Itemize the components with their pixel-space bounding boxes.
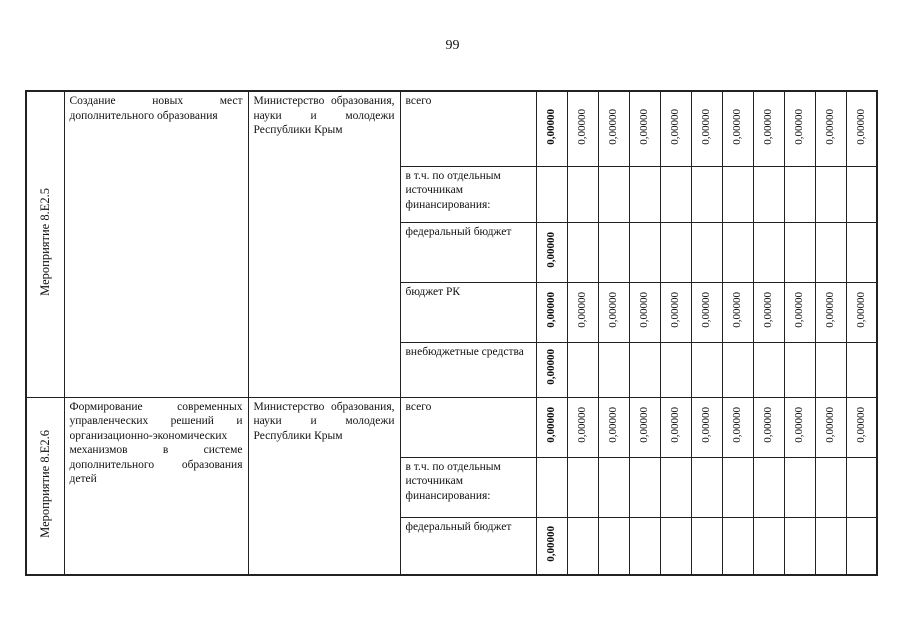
value-cell [784,342,815,397]
value-cell [753,397,784,457]
value-cell [660,91,691,166]
value-cell [784,517,815,575]
amount-value: 0,00000 [545,231,558,268]
value-cell [753,222,784,282]
amount-value: 0,00000 [731,108,744,145]
value-cell [691,166,722,222]
table-row [26,397,877,457]
value-cell [567,397,598,457]
value-cell [784,222,815,282]
value-cell [536,342,567,397]
value-cell [815,342,846,397]
value-cell [567,222,598,282]
value-cell [629,222,660,282]
value-cell [846,222,877,282]
value-cell [722,91,753,166]
activity-name: Создание новых мест дополнительного образования [64,91,248,397]
amount-value: 0,00000 [731,406,744,443]
value-cell [753,342,784,397]
activity-code-cell [26,91,64,397]
value-cell [846,397,877,457]
value-cell [784,91,815,166]
value-cell [815,457,846,517]
value-cell [660,222,691,282]
value-cell [629,397,660,457]
value-cell [722,166,753,222]
amount-value: 0,00000 [607,108,620,145]
value-cell [629,517,660,575]
value-cell [753,517,784,575]
amount-value: 0,00000 [700,406,713,443]
value-cell [660,166,691,222]
value-cell [784,397,815,457]
value-cell [846,342,877,397]
value-cell [536,517,567,575]
amount-value: 0,00000 [545,349,558,386]
value-cell [598,517,629,575]
funding-source-label: в т.ч. по отдельным источникам финансирования: [400,457,536,517]
value-cell [722,222,753,282]
value-cell [536,397,567,457]
value-cell [629,282,660,342]
amount-value: 0,00000 [824,291,837,328]
page-number: 99 [445,38,460,53]
value-cell [784,457,815,517]
value-cell [567,342,598,397]
activity-code-cell [26,397,64,575]
value-cell [722,282,753,342]
value-cell [660,342,691,397]
funding-source-label: федеральный бюджет [400,222,536,282]
funding-source-label: всего [400,397,536,457]
value-cell [691,397,722,457]
activity-code: Мероприятие 8.Е2.5 [38,188,52,296]
value-cell [660,517,691,575]
value-cell [815,397,846,457]
amount-value: 0,00000 [824,406,837,443]
amount-value: 0,00000 [576,406,589,443]
value-cell [722,457,753,517]
amount-value: 0,00000 [700,108,713,145]
amount-value: 0,00000 [793,108,806,145]
amount-value: 0,00000 [824,108,837,145]
value-cell [753,457,784,517]
value-cell [567,166,598,222]
value-cell [691,342,722,397]
value-cell [691,222,722,282]
budget-table-body [26,91,877,575]
amount-value: 0,00000 [855,406,867,443]
value-cell [536,282,567,342]
amount-value: 0,00000 [793,406,806,443]
value-cell [536,222,567,282]
value-cell [660,457,691,517]
amount-value: 0,00000 [793,291,806,328]
value-cell [567,457,598,517]
amount-value: 0,00000 [855,108,867,145]
value-cell [598,282,629,342]
responsible-executor: Министерство образования, науки и молодежи Республики Крым [248,91,400,397]
value-cell [815,222,846,282]
value-cell [722,517,753,575]
amount-value: 0,00000 [638,406,651,443]
table-row [26,91,877,166]
amount-value: 0,00000 [607,291,620,328]
value-cell [846,457,877,517]
value-cell [567,517,598,575]
value-cell [691,282,722,342]
value-cell [691,91,722,166]
amount-value: 0,00000 [731,291,744,328]
funding-source-label: бюджет РК [400,282,536,342]
amount-value: 0,00000 [576,291,589,328]
value-cell [536,457,567,517]
amount-value: 0,00000 [607,406,620,443]
amount-value: 0,00000 [762,291,775,328]
value-cell [815,91,846,166]
value-cell [536,166,567,222]
value-cell [691,517,722,575]
value-cell [846,166,877,222]
activity-code: Мероприятие 8.Е2.6 [38,429,52,538]
value-cell [629,457,660,517]
value-cell [598,91,629,166]
amount-value: 0,00000 [669,291,682,328]
funding-source-label: внебюджетные средства [400,342,536,397]
value-cell [753,91,784,166]
amount-value: 0,00000 [855,291,867,328]
amount-value: 0,00000 [669,108,682,145]
value-cell [753,282,784,342]
amount-value: 0,00000 [762,406,775,443]
value-cell [536,91,567,166]
budget-table [25,90,878,576]
value-cell [722,397,753,457]
value-cell [784,282,815,342]
value-cell [567,91,598,166]
value-cell [660,397,691,457]
amount-value: 0,00000 [545,525,558,562]
value-cell [846,91,877,166]
amount-value: 0,00000 [545,291,558,328]
value-cell [598,222,629,282]
amount-value: 0,00000 [545,406,558,443]
amount-value: 0,00000 [638,291,651,328]
amount-value: 0,00000 [545,108,558,145]
amount-value: 0,00000 [762,108,775,145]
value-cell [815,517,846,575]
value-cell [846,517,877,575]
activity-name: Формирование современных управленческих решений и организационно-экономических механизмов в системе дополнительного образования детей [64,397,248,575]
value-cell [567,282,598,342]
value-cell [598,457,629,517]
value-cell [815,166,846,222]
value-cell [722,342,753,397]
value-cell [629,342,660,397]
amount-value: 0,00000 [576,108,589,145]
value-cell [691,457,722,517]
value-cell [598,166,629,222]
value-cell [629,166,660,222]
funding-source-label: в т.ч. по отдельным источникам финансирования: [400,166,536,222]
value-cell [846,282,877,342]
amount-value: 0,00000 [669,406,682,443]
amount-value: 0,00000 [638,108,651,145]
funding-source-label: всего [400,91,536,166]
value-cell [629,91,660,166]
value-cell [784,166,815,222]
value-cell [660,282,691,342]
value-cell [598,397,629,457]
value-cell [753,166,784,222]
value-cell [598,342,629,397]
funding-source-label: федеральный бюджет [400,517,536,575]
value-cell [815,282,846,342]
amount-value: 0,00000 [700,291,713,328]
responsible-executor: Министерство образования, науки и молодежи Республики Крым [248,397,400,575]
